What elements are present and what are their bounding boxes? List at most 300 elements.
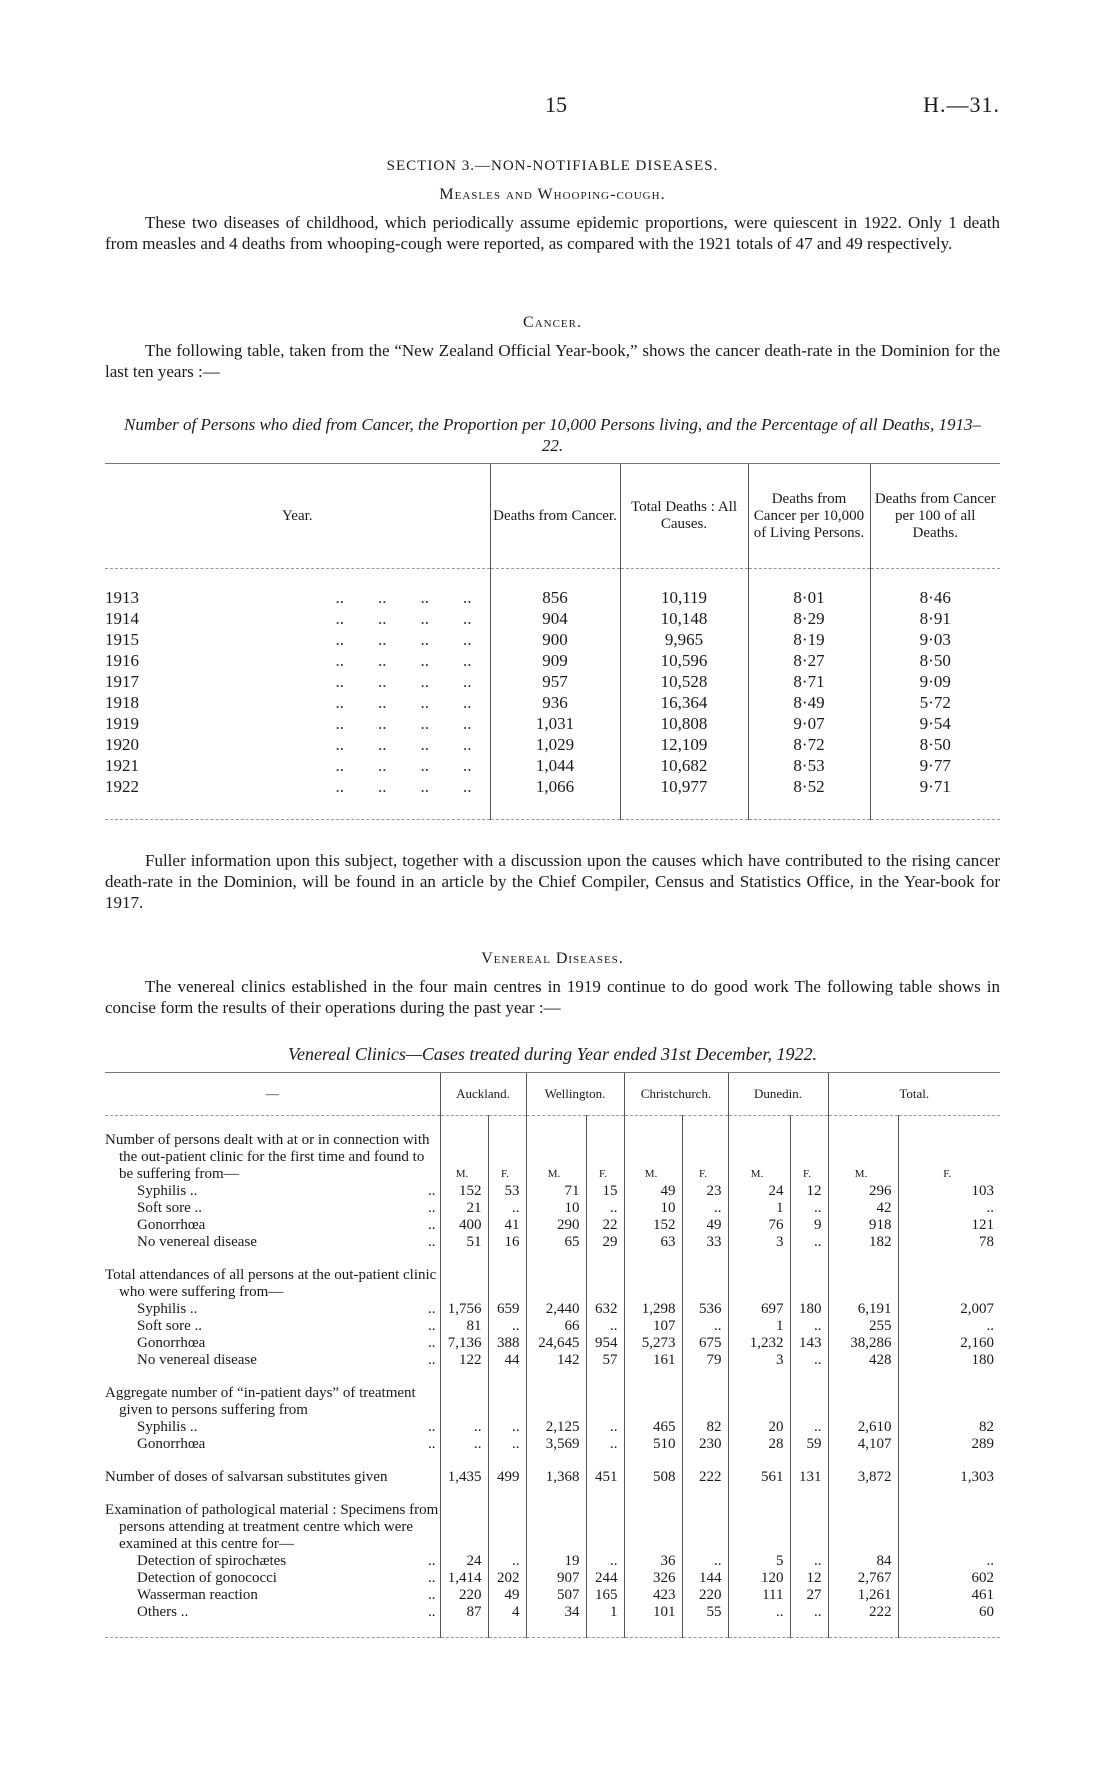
empty-cell [898, 1116, 1000, 1133]
cell-value: 111 [728, 1587, 790, 1604]
cell-value: 1,044 [535, 756, 575, 775]
empty-cell [728, 1385, 790, 1419]
empty-cell [682, 1369, 728, 1385]
spacer-cell [870, 569, 1000, 588]
section-heading-row [105, 1267, 1000, 1301]
male-label: M. [828, 1132, 898, 1183]
leader-dots: .. [428, 1183, 436, 1199]
value-cell [748, 650, 870, 671]
cell-value: 142 [526, 1352, 586, 1369]
leader-dots: .. [428, 1335, 436, 1351]
empty-cell [105, 1251, 440, 1267]
year-cell [105, 734, 490, 755]
empty-cell [586, 1486, 624, 1502]
empty-cell [586, 1116, 624, 1133]
value-cell [748, 629, 870, 650]
empty-cell [440, 1385, 488, 1419]
value-cell [620, 755, 748, 776]
column-header: Deaths from Cancer per 10,000 of Living Persons. [748, 464, 870, 569]
leader-dots: .. .. .. .. [335, 588, 472, 607]
cell-value: 220 [440, 1587, 488, 1604]
empty-cell [105, 1116, 440, 1133]
row-label [105, 1217, 440, 1234]
empty-cell [828, 1251, 898, 1267]
cell-value: 255 [828, 1318, 898, 1335]
value-cell [490, 734, 620, 755]
empty-cell [790, 1621, 828, 1638]
cell-value: 5 [728, 1553, 790, 1570]
cell-value: 1,261 [828, 1587, 898, 1604]
empty-cell [790, 1267, 828, 1301]
empty-cell [790, 1385, 828, 1419]
year-cell [105, 587, 490, 608]
table-row [105, 629, 1000, 650]
cell-value: 38,286 [828, 1335, 898, 1352]
cell-value: 180 [790, 1301, 828, 1318]
empty-cell [828, 1453, 898, 1469]
empty-cell [488, 1116, 526, 1133]
empty-cell [586, 1502, 624, 1553]
value-cell [870, 629, 1000, 650]
page-number: 15 [545, 92, 567, 117]
empty-cell [728, 1267, 790, 1301]
cell-value: 1,435 [440, 1469, 488, 1486]
cell-value: .. [440, 1436, 488, 1453]
empty-cell [488, 1502, 526, 1553]
cell-value: 1,029 [535, 735, 575, 754]
cell-value: 76 [728, 1217, 790, 1234]
table-row [105, 1200, 1000, 1217]
cell-value: .. [898, 1318, 1000, 1335]
table-row [105, 692, 1000, 713]
cancer-table [105, 463, 1000, 820]
cell-value: 8·01 [793, 588, 825, 607]
cell-value: 34 [526, 1604, 586, 1621]
empty-cell [828, 1116, 898, 1133]
cell-value: 202 [488, 1570, 526, 1587]
cell-value: 79 [682, 1352, 728, 1369]
table-row [105, 1436, 1000, 1453]
row-label [105, 1419, 440, 1436]
value-cell [748, 755, 870, 776]
empty-cell [586, 1369, 624, 1385]
empty-cell [898, 1267, 1000, 1301]
value-cell [748, 587, 870, 608]
cell-value: 602 [898, 1570, 1000, 1587]
cell-value: 10,119 [660, 588, 708, 607]
cell-value: .. [790, 1553, 828, 1570]
table-row [105, 776, 1000, 797]
cell-value: 10,977 [660, 777, 708, 796]
empty-cell [440, 1502, 488, 1553]
empty-cell [790, 1502, 828, 1553]
year-cell [105, 713, 490, 734]
cell-value: 16 [488, 1234, 526, 1251]
cell-value: 2,160 [898, 1335, 1000, 1352]
value-cell [490, 755, 620, 776]
cell-value: 909 [542, 651, 568, 670]
female-label: F. [586, 1132, 624, 1183]
cell-value: 856 [542, 588, 568, 607]
leader-dots: .. .. .. .. [335, 651, 472, 670]
cell-value: 29 [586, 1234, 624, 1251]
empty-cell [790, 1369, 828, 1385]
cell-value: 165 [586, 1587, 624, 1604]
value-cell [870, 776, 1000, 797]
measles-paragraph: These two diseases of childhood, which periodically assume epidemic proportions, were quiescent in 1922. Only 1 death from measles and 4 deaths from whooping-cough were reported, as compared with the 1921 totals of 47 and 49 respectively. [105, 213, 1000, 253]
female-label: F. [790, 1132, 828, 1183]
cell-value: 1,303 [898, 1469, 1000, 1486]
male-label: M. [728, 1132, 790, 1183]
value-cell [620, 608, 748, 629]
cell-value: 21 [440, 1200, 488, 1217]
empty-cell [526, 1486, 586, 1502]
empty-cell [790, 1251, 828, 1267]
cell-value: 63 [624, 1234, 682, 1251]
row-label-text: Wasserman reaction [137, 1587, 258, 1603]
cell-value: 1,756 [440, 1301, 488, 1318]
cell-value: 82 [682, 1419, 728, 1436]
value-cell [620, 629, 748, 650]
value-cell [870, 608, 1000, 629]
value-cell [490, 713, 620, 734]
empty-cell [105, 1369, 440, 1385]
value-cell [490, 671, 620, 692]
cell-value: 3,872 [828, 1469, 898, 1486]
centre-header: Auckland. [440, 1073, 526, 1116]
empty-cell [488, 1621, 526, 1638]
cell-value: 49 [682, 1217, 728, 1234]
cell-value: 24 [728, 1183, 790, 1200]
value-cell [870, 734, 1000, 755]
value-cell [490, 608, 620, 629]
table-row [105, 587, 1000, 608]
cell-value: 8·19 [793, 630, 825, 649]
cell-value: 561 [728, 1469, 790, 1486]
cell-value: 120 [728, 1570, 790, 1587]
centre-header: Total. [828, 1073, 1000, 1116]
cell-value: 5·72 [919, 693, 951, 712]
spacer-cell [748, 569, 870, 588]
empty-cell [586, 1251, 624, 1267]
empty-cell [828, 1267, 898, 1301]
cell-value: 326 [624, 1570, 682, 1587]
empty-cell [624, 1251, 682, 1267]
leader-dots: .. [428, 1217, 436, 1233]
cell-value: 2,767 [828, 1570, 898, 1587]
leader-dots: .. [428, 1604, 436, 1620]
value-cell [748, 671, 870, 692]
section-heading: Total attendances of all persons at the out-patient clinic who were suffering from— [105, 1267, 437, 1300]
empty-cell [682, 1502, 728, 1553]
row-label [105, 1570, 440, 1587]
leader-dots: .. [428, 1352, 436, 1368]
empty-cell [682, 1267, 728, 1301]
empty-cell [682, 1621, 728, 1638]
row-label [105, 1234, 440, 1251]
cell-value: 121 [898, 1217, 1000, 1234]
empty-cell [105, 1486, 440, 1502]
cell-value: 507 [526, 1587, 586, 1604]
cell-value: 10,682 [660, 756, 708, 775]
cell-value: 9·09 [919, 672, 951, 691]
value-cell [490, 629, 620, 650]
cell-value: 954 [586, 1335, 624, 1352]
section-heading: Examination of pathological material : Specimens from persons attending at treatment centre which were examined at this centre for— [105, 1502, 439, 1552]
cell-value: 536 [682, 1301, 728, 1318]
cell-value: 82 [898, 1419, 1000, 1436]
section-title: SECTION 3.—NON-NOTIFIABLE DISEASES. [386, 158, 719, 174]
cell-value: 1,232 [728, 1335, 790, 1352]
cell-value: 143 [790, 1335, 828, 1352]
cell-value: 51 [440, 1234, 488, 1251]
cell-value: 44 [488, 1352, 526, 1369]
empty-cell [790, 1486, 828, 1502]
empty-cell [586, 1453, 624, 1469]
male-label: M. [440, 1132, 488, 1183]
leader-dots: .. .. .. .. [335, 714, 472, 733]
leader-dots: .. .. .. .. [335, 609, 472, 628]
centre-header: Wellington. [526, 1073, 624, 1116]
cell-value: 1,368 [526, 1469, 586, 1486]
table-row [105, 1318, 1000, 1335]
cell-value: .. [488, 1436, 526, 1453]
empty-cell [526, 1621, 586, 1638]
cell-value: 65 [526, 1234, 586, 1251]
male-label: M. [526, 1132, 586, 1183]
leader-dots: .. .. .. .. [335, 756, 472, 775]
empty-cell [440, 1621, 488, 1638]
table-row [105, 713, 1000, 734]
venereal-table [105, 1072, 1000, 1638]
cell-value: 388 [488, 1335, 526, 1352]
value-cell [748, 713, 870, 734]
year-label: 1917 [105, 672, 139, 691]
value-cell [490, 692, 620, 713]
table-row [105, 671, 1000, 692]
leader-dots: .. .. .. .. [335, 735, 472, 754]
cell-value: 4 [488, 1604, 526, 1621]
empty-cell [728, 1251, 790, 1267]
table-row [105, 1183, 1000, 1200]
spacer-cell [620, 569, 748, 588]
empty-cell [440, 1116, 488, 1133]
cell-value: 8·91 [919, 609, 951, 628]
cancer-heading: Cancer. [523, 314, 582, 331]
cell-value: .. [790, 1234, 828, 1251]
spacer-cell [870, 797, 1000, 820]
venereal-intro: The venereal clinics established in the four main centres in 1919 continue to do good work The following table shows in concise form the results of their operations during the past year :— [105, 977, 1000, 1017]
empty-cell [488, 1486, 526, 1502]
centre-header: Dunedin. [728, 1073, 828, 1116]
female-label: F. [488, 1132, 526, 1183]
table-row [105, 1335, 1000, 1352]
cell-value: 697 [728, 1301, 790, 1318]
table-row [105, 1587, 1000, 1604]
leader-dots: .. [428, 1570, 436, 1586]
cell-value: 8·53 [793, 756, 825, 775]
empty-cell [526, 1251, 586, 1267]
empty-cell [440, 1251, 488, 1267]
row-label-text: Gonorrhœa [137, 1335, 206, 1351]
cell-value: 222 [682, 1469, 728, 1486]
year-cell [105, 608, 490, 629]
leader-dots: .. [428, 1587, 436, 1603]
value-cell [870, 587, 1000, 608]
cell-value: 122 [440, 1352, 488, 1369]
cell-value: 9 [790, 1217, 828, 1234]
row-label-text: Others .. [137, 1604, 189, 1620]
empty-cell [624, 1621, 682, 1638]
value-cell [748, 776, 870, 797]
section-heading-row [105, 1385, 1000, 1419]
cell-value: 59 [790, 1436, 828, 1453]
value-cell [490, 650, 620, 671]
spacer-cell [105, 797, 490, 820]
leader-dots: .. [428, 1419, 436, 1435]
cell-value: .. [790, 1200, 828, 1217]
cell-value: 7,136 [440, 1335, 488, 1352]
cell-value: 2,610 [828, 1419, 898, 1436]
cell-value: .. [790, 1604, 828, 1621]
value-cell [748, 734, 870, 755]
document-reference: H.—31. [923, 92, 1000, 117]
cell-value: 53 [488, 1183, 526, 1200]
table-row [105, 1352, 1000, 1369]
empty-cell [440, 1453, 488, 1469]
empty-cell [898, 1486, 1000, 1502]
empty-cell [828, 1621, 898, 1638]
table-row [105, 650, 1000, 671]
empty-cell [488, 1369, 526, 1385]
cell-value: 1,031 [535, 714, 575, 733]
column-header: Total Deaths : All Causes. [620, 464, 748, 569]
cell-value: 152 [624, 1217, 682, 1234]
cell-value: 8·49 [793, 693, 825, 712]
cell-value: 20 [728, 1419, 790, 1436]
cell-value: 161 [624, 1352, 682, 1369]
empty-cell [898, 1369, 1000, 1385]
leader-dots: .. [428, 1234, 436, 1250]
row-label [105, 1352, 440, 1369]
cell-value: 907 [526, 1570, 586, 1587]
centre-header: Christchurch. [624, 1073, 728, 1116]
empty-cell [440, 1369, 488, 1385]
empty-cell [682, 1116, 728, 1133]
year-label: 1922 [105, 777, 139, 796]
cell-value: .. [586, 1419, 624, 1436]
cell-value: 84 [828, 1553, 898, 1570]
cell-value: .. [488, 1553, 526, 1570]
section-heading-row [105, 1132, 1000, 1183]
cell-value: 918 [828, 1217, 898, 1234]
spacer-cell [490, 569, 620, 588]
row-label-text: No venereal disease [137, 1352, 257, 1368]
column-header: Deaths from Cancer per 100 of all Deaths. [870, 464, 1000, 569]
year-label: 1916 [105, 651, 139, 670]
year-cell [105, 692, 490, 713]
value-cell [870, 713, 1000, 734]
cell-value: .. [586, 1436, 624, 1453]
cell-value: 101 [624, 1604, 682, 1621]
leader-dots: .. .. .. .. [335, 693, 472, 712]
cell-value: 8·71 [793, 672, 825, 691]
empty-cell [105, 1453, 440, 1469]
empty-cell [488, 1251, 526, 1267]
empty-cell [828, 1385, 898, 1419]
cell-value: 2,007 [898, 1301, 1000, 1318]
row-label-text: Gonorrhœa [137, 1436, 206, 1452]
cancer-table-caption: Number of Persons who died from Cancer, the Proportion per 10,000 Persons living, and the Percentage of all Deaths, 1913–22. [123, 415, 981, 455]
section-heading-row [105, 1502, 1000, 1553]
cell-value: 220 [682, 1587, 728, 1604]
cell-value: 10,596 [660, 651, 708, 670]
cell-value: 180 [898, 1352, 1000, 1369]
year-cell [105, 629, 490, 650]
table-row [105, 1570, 1000, 1587]
cell-value: 1,066 [535, 777, 575, 796]
cell-value: .. [488, 1318, 526, 1335]
row-label [105, 1469, 440, 1486]
cell-value: .. [586, 1318, 624, 1335]
row-label-text: Soft sore .. [137, 1318, 202, 1334]
cancer-followup-paragraph: Fuller information upon this subject, together with a discussion upon the causes which have contributed to the rising cancer death-rate in the Dominion, will be found in an article by the Chief Compiler, Census and Statistics Office, in the Year-book for 1917. [105, 851, 1000, 912]
cell-value: 28 [728, 1436, 790, 1453]
cell-value: 22 [586, 1217, 624, 1234]
empty-cell [728, 1116, 790, 1133]
cell-value: 5,273 [624, 1335, 682, 1352]
empty-cell [790, 1116, 828, 1133]
row-label [105, 1200, 440, 1217]
cell-value: 8·46 [919, 588, 951, 607]
leader-dots: .. [428, 1301, 436, 1317]
cell-value: 3,569 [526, 1436, 586, 1453]
cell-value: 81 [440, 1318, 488, 1335]
cell-value: .. [728, 1604, 790, 1621]
cell-value: 8·50 [919, 735, 951, 754]
table-row [105, 1469, 1000, 1486]
empty-cell [682, 1453, 728, 1469]
cell-value: 23 [682, 1183, 728, 1200]
value-cell [870, 671, 1000, 692]
empty-cell [682, 1385, 728, 1419]
row-label-text: Gonorrhœa [137, 1217, 206, 1233]
female-label: F. [898, 1132, 1000, 1183]
cell-value: 57 [586, 1352, 624, 1369]
year-label: 1918 [105, 693, 139, 712]
cell-value: 152 [440, 1183, 488, 1200]
empty-cell [828, 1486, 898, 1502]
table-row [105, 734, 1000, 755]
year-label: 1914 [105, 609, 139, 628]
cell-value: 12 [790, 1183, 828, 1200]
empty-cell [440, 1486, 488, 1502]
cell-value: 60 [898, 1604, 1000, 1621]
column-header: Year. [105, 464, 490, 569]
cell-value: .. [682, 1318, 728, 1335]
table-row [105, 1234, 1000, 1251]
leader-dots: .. .. .. .. [335, 630, 472, 649]
row-label-text: Soft sore .. [137, 1200, 202, 1216]
value-cell [620, 734, 748, 755]
leader-dots: .. .. .. .. [335, 777, 472, 796]
empty-cell [898, 1251, 1000, 1267]
cell-value: 632 [586, 1301, 624, 1318]
value-cell [620, 692, 748, 713]
leader-dots: .. .. .. .. [335, 672, 472, 691]
cell-value: .. [790, 1419, 828, 1436]
empty-cell [790, 1453, 828, 1469]
